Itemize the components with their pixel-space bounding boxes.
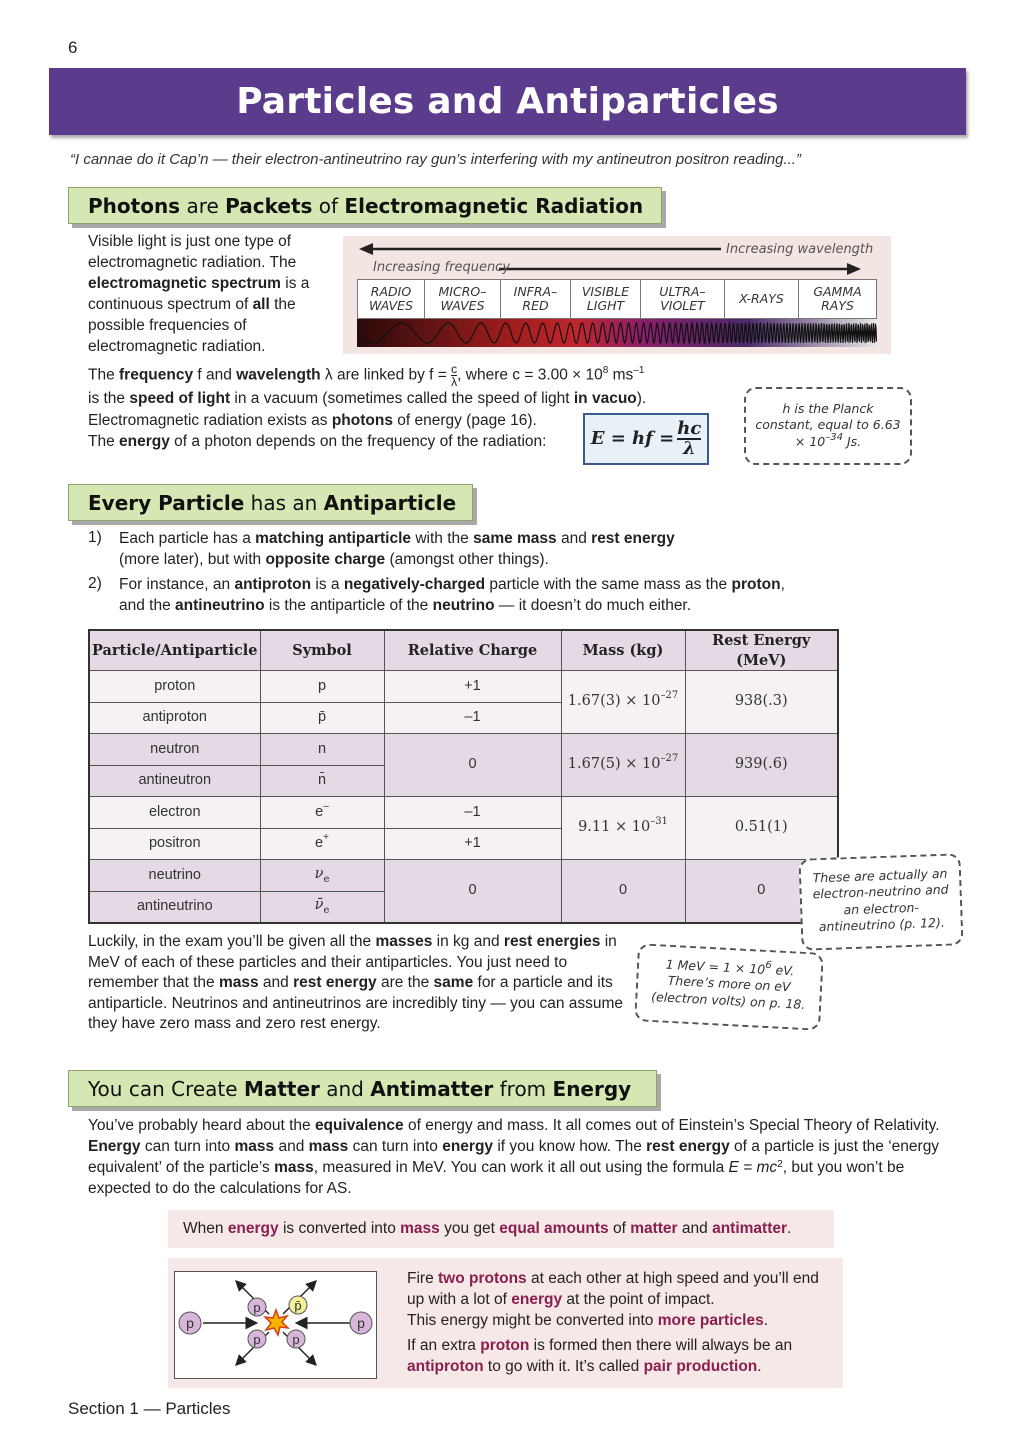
formula-denominator: λ: [682, 438, 696, 459]
text-bold: same mass: [473, 530, 557, 547]
heading-part: Matter: [243, 1077, 320, 1101]
text: .: [787, 1220, 792, 1237]
proton-label: p: [357, 1315, 365, 1331]
heading-part: Photons: [88, 194, 181, 218]
spectrum-bands: [357, 279, 877, 319]
particle-rest-energy: 938(.3): [685, 671, 838, 734]
text: When: [183, 1220, 228, 1237]
band-xrays: X-RAYS: [725, 280, 799, 318]
text-highlight: more particles: [657, 1312, 764, 1329]
text: to go with it. It’s called: [483, 1358, 644, 1375]
text: for a particle and its antiparticle. Neutrinos and antineutrinos are incredibly tiny — you can assume they have zero mass and zero rest energy.: [88, 974, 624, 1032]
symbol-subscript: e: [323, 873, 330, 885]
text-italic: E = mc: [728, 1159, 778, 1176]
masses-paragraph: [88, 932, 633, 1035]
text-bold: electromagnetic spectrum: [88, 275, 281, 292]
particle-name: antineutron: [89, 765, 260, 797]
antiproton-label: p̄: [294, 1298, 302, 1313]
mass-exponent: –31: [650, 816, 668, 828]
table-row: [89, 734, 838, 766]
superscript: –1: [633, 365, 645, 376]
planck-note: [744, 387, 912, 465]
increasing-wavelength-label: Increasing wavelength: [726, 242, 874, 257]
particle-charge: 0: [384, 734, 561, 797]
heading-part: Energy: [552, 1077, 632, 1101]
proton-label: p: [292, 1332, 300, 1347]
text: with the: [411, 530, 474, 547]
text: Js.: [842, 433, 862, 449]
particle-charge: 0: [384, 860, 561, 923]
band-gamma: GAMMA RAYS: [813, 284, 862, 313]
heading-part: Every Particle: [88, 491, 245, 515]
photon-energy-formula: [583, 413, 709, 465]
particle-mass: [561, 671, 685, 734]
text-bold: photons: [331, 412, 393, 429]
particle-name: antineutrino: [89, 891, 260, 923]
symbol-subscript: e: [323, 904, 330, 916]
text: at each other at high speed and you’ll end up with a lot of: [407, 1270, 819, 1308]
text: If an extra: [407, 1337, 481, 1354]
superscript: –34: [825, 431, 843, 443]
text: ,: [780, 576, 785, 593]
text: of: [608, 1220, 631, 1237]
heading-part: Antiparticle: [323, 491, 457, 515]
mass-value: 1.67(3) × 10: [567, 693, 661, 710]
text-bold: opposite charge: [265, 551, 386, 568]
text-bold: proton: [731, 576, 781, 593]
text: ).: [636, 390, 647, 407]
fraction-numerator: c: [451, 362, 458, 376]
particle-name: neutrino: [89, 860, 260, 892]
spectrum-wave: [357, 319, 877, 347]
particle-charge: +1: [384, 671, 561, 703]
text: particle with the same mass as the: [485, 576, 732, 593]
column-header: Particle/Antiparticle: [89, 630, 260, 671]
text-bold: wavelength: [236, 366, 321, 384]
text: Visible light is just one type of electromagnetic radiation. The: [88, 233, 297, 271]
text-bold: rest energies: [503, 933, 601, 950]
em-intro-text: [88, 231, 336, 357]
symbol-superscript: +: [323, 832, 329, 844]
text: , but you won’t be expected to do the calculations for AS.: [88, 1159, 905, 1197]
particle-rest-energy: 939(.6): [685, 734, 838, 797]
text: of a photon depends on the frequency of the radiation:: [169, 433, 547, 450]
text-bold: masses: [375, 933, 433, 950]
particle-charge: –1: [384, 797, 561, 829]
text: You’ve probably heard about the: [88, 1117, 315, 1134]
proton-label: p: [253, 1300, 261, 1315]
text-bold: antiproton: [234, 576, 312, 593]
table-header-row: [89, 630, 838, 671]
particle-symbol: p̄: [260, 702, 384, 734]
band-microwaves: MICRO– WAVES: [425, 280, 501, 318]
text-highlight: antimatter: [712, 1220, 788, 1237]
neutrino-note: These are actually an electron-neutrino and an electron-antineutrino (p. 12).: [798, 853, 963, 951]
text: is formed then there will always be an: [529, 1337, 793, 1354]
text: .: [757, 1358, 762, 1375]
pair-production-text: [407, 1268, 832, 1377]
mev-note: [634, 943, 824, 1031]
text-bold: antineutrino: [175, 597, 265, 614]
text: ms: [608, 366, 634, 384]
text: f and: [193, 366, 237, 384]
particle-symbol: [260, 891, 384, 923]
proton-label: p: [253, 1332, 261, 1347]
text: and: [274, 1138, 309, 1155]
heading-part: You can Create: [88, 1077, 244, 1101]
particle-symbol: n̄: [260, 765, 384, 797]
section-heading-create-matter: [68, 1070, 657, 1107]
symbol-base: ν: [314, 865, 324, 882]
section-heading-antiparticle: [68, 484, 473, 521]
text: (more later), but with: [119, 551, 266, 568]
particle-symbol: n: [260, 734, 384, 766]
heading-part: of: [312, 194, 345, 218]
text: Each particle has a: [119, 530, 256, 547]
superscript: 8: [602, 365, 609, 376]
particle-symbol: [260, 828, 384, 860]
text: eV. There’s more on eV (electron volts) on p. 18.: [650, 962, 806, 1012]
superscript: 6: [765, 959, 773, 972]
text: The: [88, 433, 120, 450]
heading-part: from: [493, 1077, 553, 1101]
section-heading-photons: [68, 187, 662, 224]
text: is the: [88, 390, 130, 407]
text-bold: mass: [234, 1138, 275, 1155]
text-bold: energy: [119, 433, 170, 450]
symbol-base: ν̄: [314, 896, 324, 913]
text: — it doesn’t do much either.: [494, 597, 692, 614]
text: Electromagnetic radiation exists as: [88, 412, 332, 429]
list-item: [119, 574, 839, 616]
text: .: [763, 1312, 768, 1329]
particle-name: proton: [89, 671, 260, 703]
proton-label: p: [186, 1315, 194, 1331]
particle-symbol: p: [260, 671, 384, 703]
text: h is the Planck constant, equal to 6.63 × 10: [755, 401, 901, 449]
text-bold: mass: [308, 1138, 349, 1155]
text: at the point of impact.: [562, 1291, 715, 1308]
particle-name: positron: [89, 828, 260, 860]
increasing-frequency-label: Increasing frequency: [373, 260, 511, 275]
text-bold: in vacuo: [573, 390, 637, 407]
particle-name: antiproton: [89, 702, 260, 734]
text: can turn into: [348, 1138, 443, 1155]
text: is a continuous spectrum of: [88, 275, 310, 313]
particle-name: neutron: [89, 734, 260, 766]
text-bold: matching antiparticle: [255, 530, 412, 547]
band-visible: VISIBLE LIGHT: [571, 280, 641, 318]
text: of energy (page 16).: [392, 412, 537, 429]
band-infrared: INFRA– RED: [501, 280, 571, 318]
text-bold: neutrino: [432, 597, 495, 614]
text-bold: equivalence: [314, 1117, 404, 1134]
symbol-base: e: [315, 835, 324, 852]
text: This energy might be converted into: [407, 1312, 658, 1329]
text-bold: all: [252, 296, 270, 313]
text: of energy and mass. It all comes out of Einstein’s Special Theory of Relativity.: [403, 1117, 940, 1134]
text: in MeV of each of these particles and their antiparticles. You just need to remember that the: [88, 933, 617, 991]
symbol-superscript: –: [323, 800, 329, 812]
mass-exponent: –27: [660, 753, 679, 765]
particle-charge: –1: [384, 702, 561, 734]
page-number: 6: [68, 38, 78, 57]
text: if you know how. The: [493, 1138, 647, 1155]
text: and: [677, 1220, 713, 1237]
text: is the antiparticle of the: [264, 597, 433, 614]
text: Fire: [407, 1270, 438, 1287]
text: , measured in MeV. You can work it all out using the formula: [313, 1159, 729, 1176]
fraction-denominator: λ: [451, 375, 458, 389]
text: in kg and: [432, 933, 504, 950]
title-bar: [49, 68, 966, 135]
mass-exponent: –27: [660, 690, 679, 702]
band-radio: RADIO WAVES: [358, 280, 425, 318]
text: in a vacuum (sometimes called the speed of light: [230, 390, 574, 407]
band-ultraviolet: ULTRA– VIOLET: [641, 280, 725, 318]
text: the possible frequencies of electromagnetic radiation.: [88, 296, 296, 355]
text: are the: [376, 974, 434, 991]
text: is a: [311, 576, 344, 593]
column-header: Rest Energy (MeV): [685, 630, 838, 671]
particle-mass: [561, 734, 685, 797]
heading-part: are: [180, 194, 226, 218]
particle-rest-energy: 0.51(1): [685, 797, 838, 860]
pair-production-diagram: [174, 1271, 377, 1379]
photon-text: [88, 410, 608, 452]
table-row: [89, 860, 838, 892]
text-bold: rest energy: [591, 530, 675, 547]
heading-part: Packets: [225, 194, 313, 218]
text-highlight: matter: [630, 1220, 678, 1237]
page-title: Particles and Antiparticles: [236, 81, 779, 122]
text-bold: mass: [274, 1159, 314, 1176]
column-header: Relative Charge: [384, 630, 561, 671]
text-highlight: energy: [511, 1291, 563, 1308]
superscript: 2: [777, 1159, 783, 1170]
footer: Section 1 — Particles: [68, 1399, 231, 1418]
text-highlight: proton: [480, 1337, 530, 1354]
text-highlight: pair production: [643, 1358, 758, 1375]
text-highlight: mass: [400, 1220, 440, 1237]
text: and the: [119, 597, 176, 614]
text-bold: rest energy: [646, 1138, 730, 1155]
epigraph: “I cannae do it Cap’n — their electron-antineutrino ray gun’s interfering with my antineutron positron reading...”: [70, 151, 801, 168]
text-bold: same: [433, 974, 474, 991]
heading-part: has an: [244, 491, 324, 515]
particle-table: [88, 629, 839, 924]
text-bold: energy: [442, 1138, 494, 1155]
equivalence-paragraph: [88, 1115, 943, 1199]
list-number: 1): [88, 529, 102, 546]
text-bold: mass: [218, 974, 259, 991]
frequency-wavelength-text: [88, 363, 728, 409]
column-header: Symbol: [260, 630, 384, 671]
particle-symbol: [260, 860, 384, 892]
list-item: [119, 528, 819, 570]
text-bold: frequency: [119, 366, 194, 384]
text: , where c = 3.00 × 10: [457, 366, 603, 384]
text: of a particle is just the ‘energy equivalent’ of the particle’s: [88, 1138, 940, 1176]
formula-numerator: hc: [677, 418, 702, 439]
text: (amongst other things).: [385, 551, 549, 568]
text: is converted into: [278, 1220, 401, 1237]
text: The: [88, 366, 120, 384]
text: and: [556, 530, 592, 547]
column-header: Mass (kg): [561, 630, 685, 671]
particle-mass: 0: [561, 860, 685, 923]
particle-name: electron: [89, 797, 260, 829]
heading-part: Antimatter: [370, 1077, 494, 1101]
text-highlight: energy: [227, 1220, 279, 1237]
particle-symbol: [260, 797, 384, 829]
text: and: [258, 974, 294, 991]
text: Luckily, in the exam you’ll be given all the: [88, 933, 376, 950]
mass-value: 1.67(5) × 10: [567, 756, 661, 773]
text-highlight: equal amounts: [499, 1220, 609, 1237]
text-bold: negatively-charged: [343, 576, 486, 593]
table-row: [89, 797, 838, 829]
table-row: [89, 671, 838, 703]
text-highlight: two protons: [438, 1270, 527, 1287]
heading-part: Electromagnetic Radiation: [344, 194, 644, 218]
formula-left: E = hf =: [590, 427, 675, 449]
text: can turn into: [140, 1138, 235, 1155]
matter-antimatter-callout: [168, 1210, 834, 1248]
particle-rest-energy: 0: [685, 860, 838, 923]
text: For instance, an: [119, 576, 235, 593]
text-highlight: antiproton: [407, 1358, 484, 1375]
text: λ are linked by f =: [320, 366, 452, 384]
mass-value: 9.11 × 10: [578, 819, 651, 836]
symbol-base: e: [315, 803, 324, 820]
text: 1 MeV = 1 × 10: [665, 956, 766, 977]
heading-part: and: [319, 1077, 371, 1101]
text: you get: [439, 1220, 500, 1237]
text-bold: speed of light: [129, 390, 231, 407]
particle-mass: [561, 797, 685, 860]
particle-charge: +1: [384, 828, 561, 860]
text-bold: rest energy: [293, 974, 377, 991]
formula-fraction: [677, 420, 701, 458]
list-number: 2): [88, 575, 102, 592]
text-bold: Energy: [88, 1138, 141, 1155]
